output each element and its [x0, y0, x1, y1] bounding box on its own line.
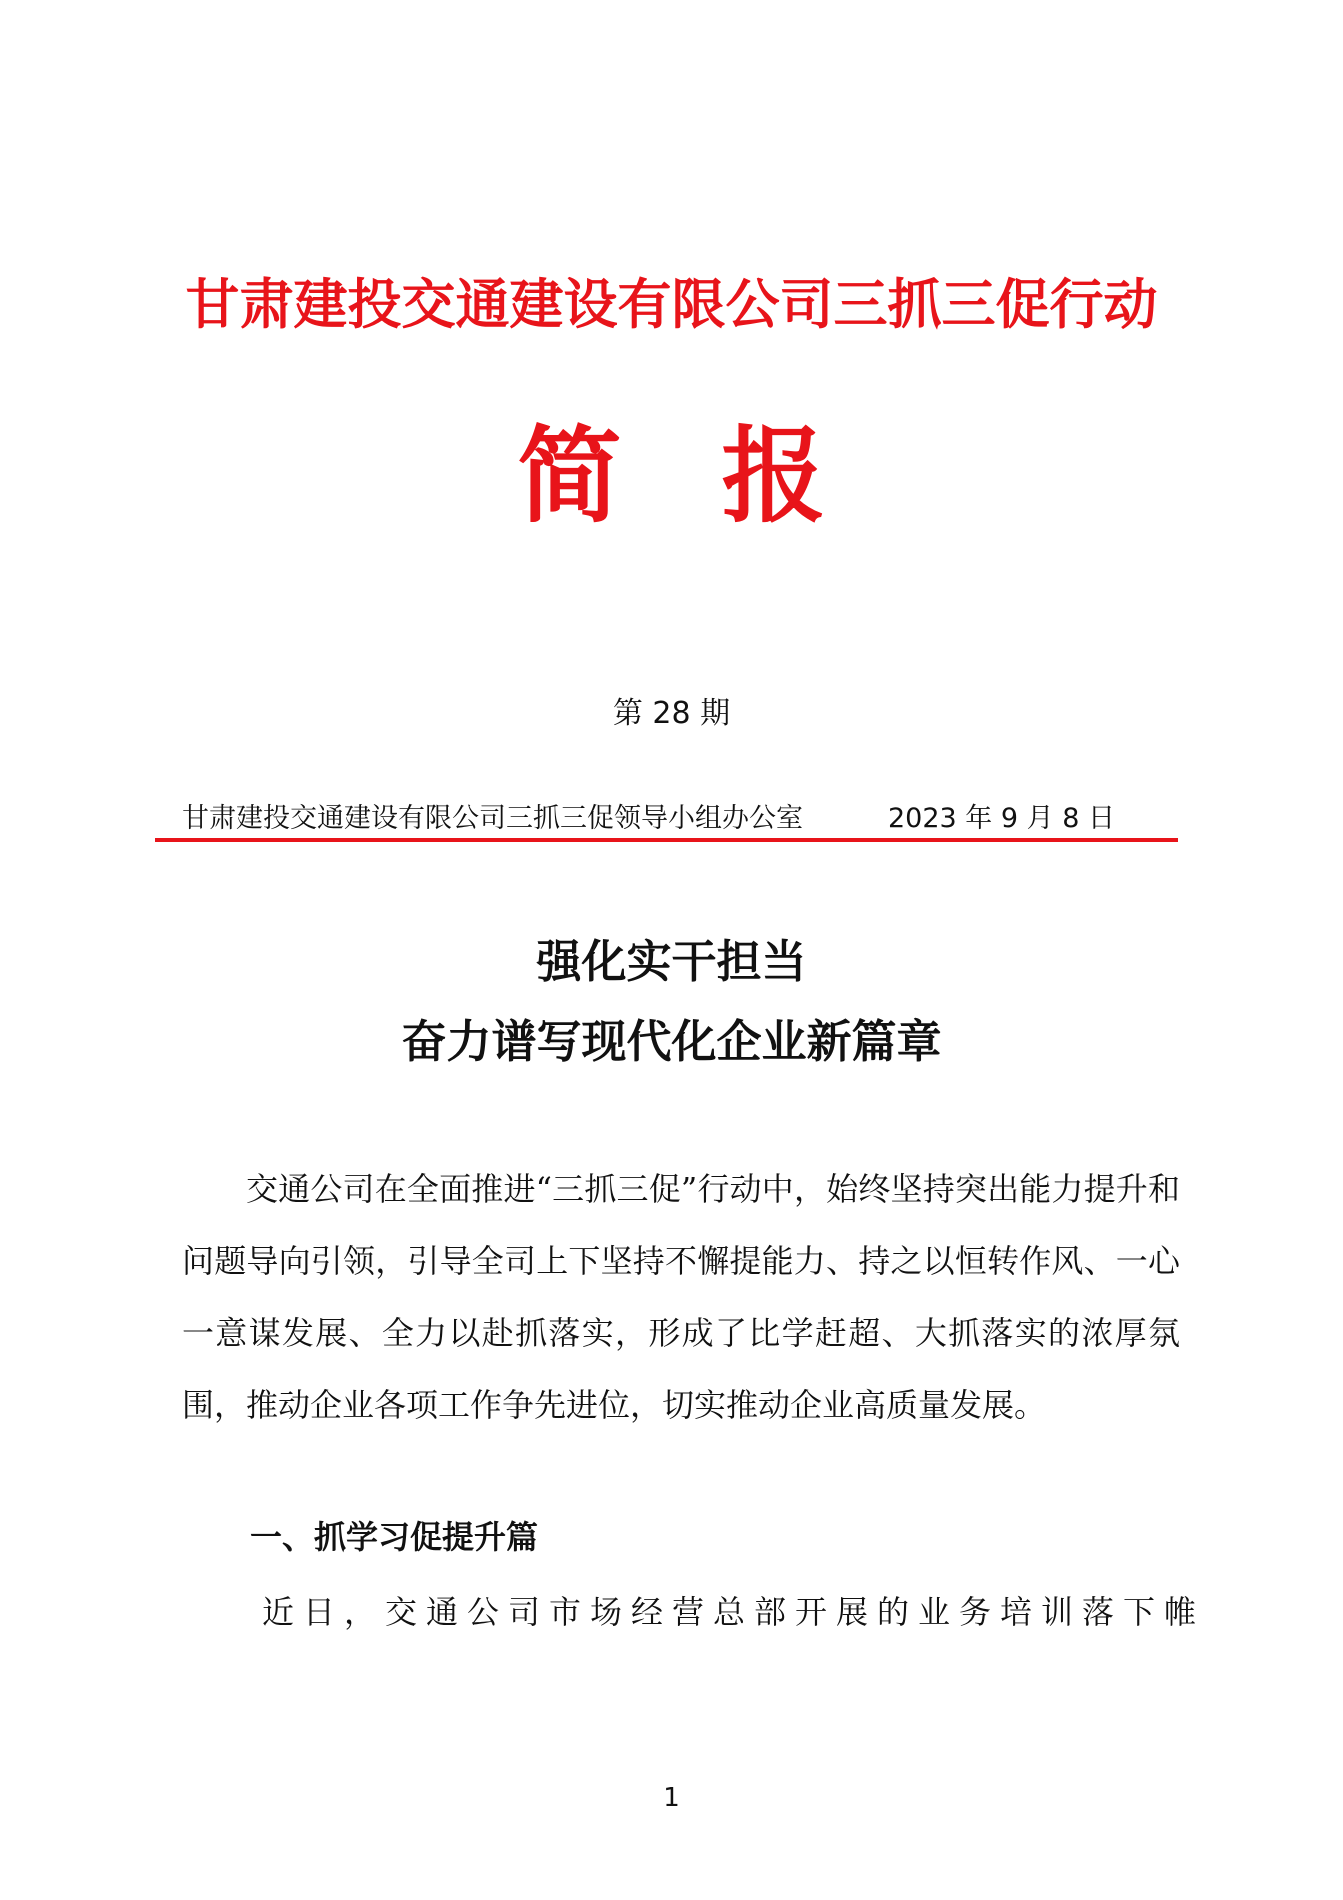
article-title-line-1: 强化实干担当: [536, 935, 807, 988]
article-title: [0, 922, 1343, 1082]
paragraph-1: 交通公司在全面推进“三抓三促”行动中，始终坚持突出能力提升和问题导向引领，引导全司上下坚持不懈提能力、持之以恒转作风、一心一意谋发展、全力以赴抓落实，形成了比学赶超、大抓落实的浓厚氛围，推动企业各项工作争先进位，切实推动企业高质量发展。: [182, 1170, 1180, 1424]
masthead-organization: 甘肃建投交通建设有限公司三抓三促行动: [185, 272, 1158, 336]
article-body: [182, 1153, 1180, 1441]
issuing-office: 甘肃建投交通建设有限公司三抓三促领导小组办公室: [182, 803, 803, 834]
issue-date: 2023 年 9 月 8 日: [888, 803, 1115, 834]
section-heading: 一、抓学习促提升篇: [250, 1518, 539, 1556]
article-title-line-2: 奋力谱写现代化企业新篇章: [401, 1015, 942, 1068]
red-separator-rule: [155, 838, 1178, 842]
page-number: 1: [663, 1783, 680, 1813]
masthead-title: [0, 392, 1343, 542]
issue-number: 第 28 期: [612, 696, 731, 731]
masthead-title-char-2: 报: [721, 414, 826, 537]
paragraph-2: 近日，交通公司市场经营总部开展的业务培训落下帷: [262, 1593, 1206, 1631]
masthead-title-char-1: 简: [517, 414, 622, 537]
